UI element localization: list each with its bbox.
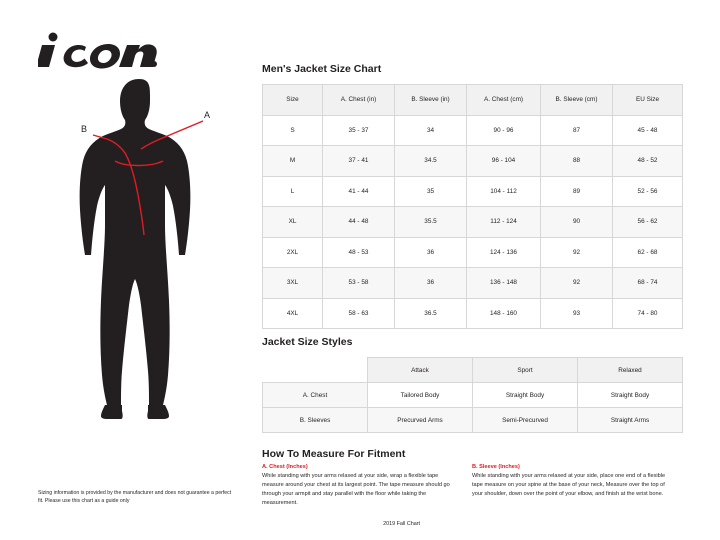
table-cell: Straight Body bbox=[578, 383, 683, 408]
table-cell: 2XL bbox=[263, 237, 323, 268]
table-cell: Straight Body bbox=[473, 383, 578, 408]
table-cell: 88 bbox=[541, 146, 613, 177]
table-cell: 112 - 124 bbox=[467, 207, 541, 238]
chest-instruction-title: A. Chest (Inches) bbox=[262, 464, 308, 470]
table-cell: L bbox=[263, 176, 323, 207]
table-row bbox=[263, 383, 683, 408]
jacket-styles-title: Jacket Size Styles bbox=[262, 336, 353, 348]
column-header: EU Size bbox=[613, 85, 683, 116]
table-cell: 92 bbox=[541, 237, 613, 268]
table-cell: 36 bbox=[395, 237, 467, 268]
table-row bbox=[263, 176, 683, 207]
table-cell: 89 bbox=[541, 176, 613, 207]
row-header: B. Sleeves bbox=[263, 408, 368, 433]
table-cell: 45 - 48 bbox=[613, 115, 683, 146]
table-cell: 48 - 52 bbox=[613, 146, 683, 177]
column-header: Attack bbox=[368, 358, 473, 383]
table-cell: 48 - 53 bbox=[323, 237, 395, 268]
table-cell: 3XL bbox=[263, 268, 323, 299]
table-cell: 58 - 63 bbox=[323, 298, 395, 329]
table-cell: 87 bbox=[541, 115, 613, 146]
figure-label-a: A bbox=[204, 110, 211, 120]
table-row bbox=[263, 268, 683, 299]
body-measurement-figure bbox=[55, 75, 240, 420]
table-row bbox=[263, 207, 683, 238]
column-header: Sport bbox=[473, 358, 578, 383]
column-header: B. Sleeve (in) bbox=[395, 85, 467, 116]
table-cell: Tailored Body bbox=[368, 383, 473, 408]
table-cell: 104 - 112 bbox=[467, 176, 541, 207]
table-cell: XL bbox=[263, 207, 323, 238]
table-cell: 74 - 80 bbox=[613, 298, 683, 329]
disclaimer-text: Sizing information is provided by the manufacturer and does not guarantee a perfect fit. Please use this chart as a guide only bbox=[38, 490, 232, 505]
table-cell: Semi-Precurved bbox=[473, 408, 578, 433]
table-cell: Straight Arms bbox=[578, 408, 683, 433]
table-cell: Precurved Arms bbox=[368, 408, 473, 433]
table-cell: M bbox=[263, 146, 323, 177]
chest-instruction-body: While standing with your arms relaxed at your side, wrap a flexible tape measure around your chest at its largest point. The tape measure should go through your armpit and stay parallel with the floor while taking the measurement. bbox=[262, 473, 450, 507]
left-panel bbox=[0, 0, 250, 540]
corner-cell bbox=[263, 358, 368, 383]
column-header: B. Sleeve (cm) bbox=[541, 85, 613, 116]
table-cell: 44 - 48 bbox=[323, 207, 395, 238]
sleeve-instruction-body: While standing with your arms relaxed at your side, place one end of a flexible tape measure on your spine at the base of your neck, Measure over the top of your shoulder, down over the point of your elbow, and finish at the wrist bone. bbox=[472, 473, 666, 498]
table-header-row bbox=[263, 85, 683, 116]
row-header: A. Chest bbox=[263, 383, 368, 408]
column-header: Size bbox=[263, 85, 323, 116]
table-cell: 68 - 74 bbox=[613, 268, 683, 299]
table-cell: 35 bbox=[395, 176, 467, 207]
sleeve-instruction-title: B. Sleeve (Inches) bbox=[472, 464, 520, 470]
column-header: A. Chest (in) bbox=[323, 85, 395, 116]
table-row bbox=[263, 115, 683, 146]
table-row bbox=[263, 298, 683, 329]
figure-label-b: B bbox=[81, 124, 88, 134]
table-cell: 136 - 148 bbox=[467, 268, 541, 299]
table-cell: 4XL bbox=[263, 298, 323, 329]
table-cell: 36.5 bbox=[395, 298, 467, 329]
jacket-size-styles-table bbox=[262, 357, 683, 433]
male-silhouette bbox=[80, 79, 191, 419]
table-cell: S bbox=[263, 115, 323, 146]
table-cell: 34.5 bbox=[395, 146, 467, 177]
column-header: Relaxed bbox=[578, 358, 683, 383]
table-cell: 56 - 62 bbox=[613, 207, 683, 238]
table-cell: 62 - 68 bbox=[613, 237, 683, 268]
table-cell: 93 bbox=[541, 298, 613, 329]
measurement-instructions bbox=[262, 464, 682, 508]
table-cell: 96 - 104 bbox=[467, 146, 541, 177]
table-cell: 124 - 136 bbox=[467, 237, 541, 268]
table-cell: 34 bbox=[395, 115, 467, 146]
table-cell: 41 - 44 bbox=[323, 176, 395, 207]
table-row bbox=[263, 408, 683, 433]
table-cell: 148 - 160 bbox=[467, 298, 541, 329]
icon-wordmark-logo bbox=[38, 30, 158, 72]
table-cell: 53 - 58 bbox=[323, 268, 395, 299]
table-row bbox=[263, 237, 683, 268]
table-cell: 90 - 96 bbox=[467, 115, 541, 146]
mens-jacket-size-table bbox=[262, 84, 683, 329]
table-cell: 90 bbox=[541, 207, 613, 238]
chart-version-footer: 2019 Fall Chart bbox=[383, 521, 420, 527]
table-cell: 35 - 37 bbox=[323, 115, 395, 146]
table-cell: 36 bbox=[395, 268, 467, 299]
column-header: A. Chest (cm) bbox=[467, 85, 541, 116]
how-to-measure-title: How To Measure For Fitment bbox=[262, 448, 406, 460]
table-header-row bbox=[263, 358, 683, 383]
table-row bbox=[263, 146, 683, 177]
sleeve-instruction bbox=[472, 464, 668, 508]
table-cell: 37 - 41 bbox=[323, 146, 395, 177]
table-cell: 35.5 bbox=[395, 207, 467, 238]
table-cell: 52 - 56 bbox=[613, 176, 683, 207]
table-cell: 92 bbox=[541, 268, 613, 299]
chest-instruction bbox=[262, 464, 458, 508]
size-chart-title: Men's Jacket Size Chart bbox=[262, 63, 382, 75]
